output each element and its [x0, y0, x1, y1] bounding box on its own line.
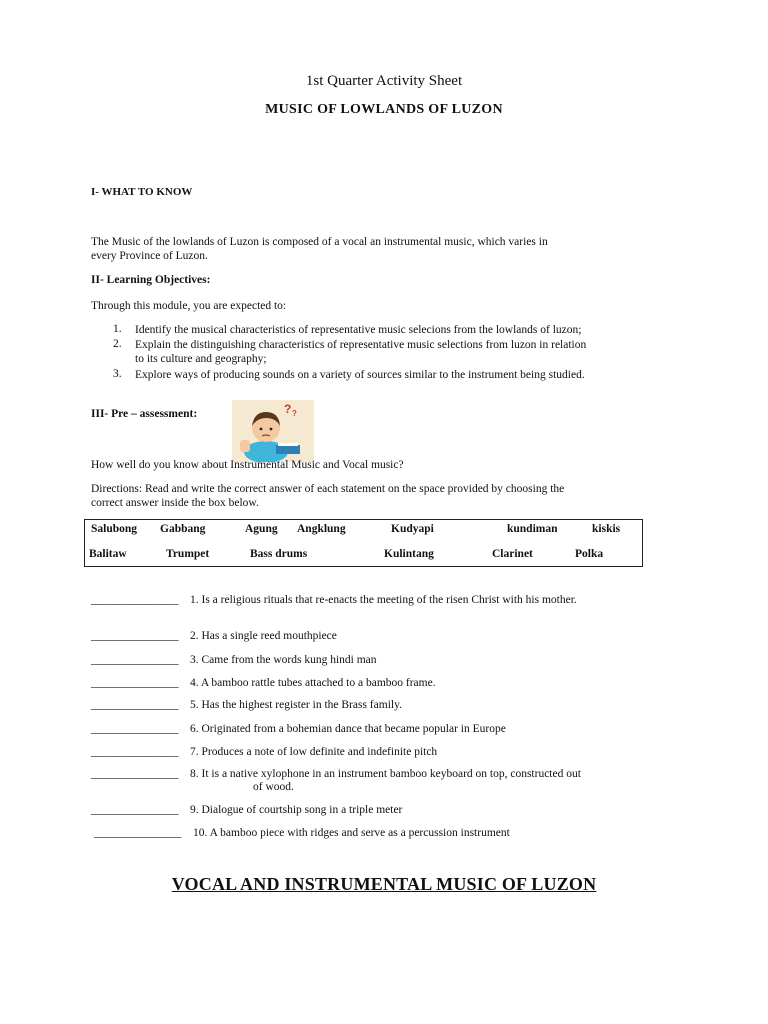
- question-text: 10. A bamboo piece with ridges and serve as a percussion instrument: [193, 827, 510, 839]
- question-text: 2. Has a single reed mouthpiece: [190, 630, 337, 642]
- objective-number: 3.: [113, 368, 122, 380]
- section-what-to-know-text-line2: every Province of Luzon.: [91, 250, 208, 262]
- answer-choice: Gabbang: [160, 523, 206, 535]
- question-text-continued: of wood.: [253, 781, 294, 793]
- objective-text-continued: to its culture and geography;: [135, 353, 267, 365]
- answer-blank[interactable]: ________________: [91, 804, 179, 816]
- confused-student-icon: [232, 400, 314, 462]
- question-text: 8. It is a native xylophone in an instrument bamboo keyboard on top, constructed out: [190, 768, 581, 780]
- answer-choice: Polka: [575, 548, 604, 560]
- answer-blank[interactable]: ________________: [94, 827, 182, 839]
- answer-choice: Kulintang: [384, 548, 434, 560]
- question-text: 3. Came from the words kung hindi man: [190, 654, 377, 666]
- learning-objectives-heading: II- Learning Objectives:: [91, 274, 211, 286]
- sheet-subtitle: 1st Quarter Activity Sheet: [305, 73, 463, 89]
- section-what-to-know-heading: I- WHAT TO KNOW: [91, 186, 193, 198]
- pre-assessment-question: How well do you know about Instrumental Music and Vocal music?: [91, 459, 404, 471]
- objective-number: 1.: [113, 323, 122, 335]
- answer-choice: Angklung: [297, 523, 346, 535]
- answer-choice: Trumpet: [166, 548, 210, 560]
- learning-objectives-intro: Through this module, you are expected to:: [91, 300, 287, 312]
- directions-line1: Directions: Read and write the correct answer of each statement on the space provided by choosing the: [91, 483, 565, 495]
- answer-choice: Agung: [245, 523, 278, 535]
- question-text: 4. A bamboo rattle tubes attached to a bamboo frame.: [190, 677, 436, 689]
- section-what-to-know-text-line1: The Music of the lowlands of Luzon is composed of a vocal an instrumental music, which varies in: [91, 236, 548, 248]
- question-text: 7. Produces a note of low definite and indefinite pitch: [190, 746, 438, 758]
- answer-choice: Kudyapi: [391, 523, 434, 535]
- answer-choice: Balitaw: [89, 548, 127, 560]
- pre-assessment-heading: III- Pre – assessment:: [91, 408, 198, 420]
- vocal-instrumental-title: VOCAL AND INSTRUMENTAL MUSIC OF LUZON: [171, 874, 597, 894]
- svg-text:?: ?: [292, 409, 297, 418]
- answer-blank[interactable]: ________________: [91, 768, 179, 780]
- answer-blank[interactable]: ________________: [91, 699, 179, 711]
- answer-blank[interactable]: ________________: [91, 654, 179, 666]
- answer-blank[interactable]: ________________: [91, 630, 179, 642]
- answer-choice: kiskis: [592, 523, 621, 535]
- answer-blank[interactable]: ________________: [91, 677, 179, 689]
- svg-text:?: ?: [284, 402, 292, 416]
- question-text: 1. Is a religious rituals that re-enacts the meeting of the risen Christ with his mother.: [190, 594, 577, 606]
- answer-blank[interactable]: ________________: [91, 723, 179, 735]
- question-text: 6. Originated from a bohemian dance that became popular in Europe: [190, 723, 506, 735]
- answer-choice: Salubong: [91, 523, 138, 535]
- answer-choice: kundiman: [507, 523, 558, 535]
- answer-blank[interactable]: ________________: [91, 594, 179, 606]
- answer-blank[interactable]: ________________: [91, 746, 179, 758]
- directions-line2: correct answer inside the box below.: [91, 497, 259, 509]
- question-text: 5. Has the highest register in the Brass family.: [190, 699, 402, 711]
- question-text: 9. Dialogue of courtship song in a triple meter: [190, 804, 403, 816]
- objective-number: 2.: [113, 338, 122, 350]
- objective-text: Identify the musical characteristics of representative music selecions from the lowlands of luzon;: [135, 324, 582, 336]
- sheet-title: MUSIC OF LOWLANDS OF LUZON: [265, 102, 503, 117]
- answer-choice: Bass drums: [250, 548, 308, 560]
- objective-text: Explain the distinguishing characteristics of representative music selections from luzon in relation: [135, 339, 587, 351]
- answer-choice: Clarinet: [492, 548, 533, 560]
- confused-student-illustration: [232, 400, 314, 462]
- objective-text: Explore ways of producing sounds on a variety of sources similar to the instrument being studied.: [135, 369, 585, 381]
